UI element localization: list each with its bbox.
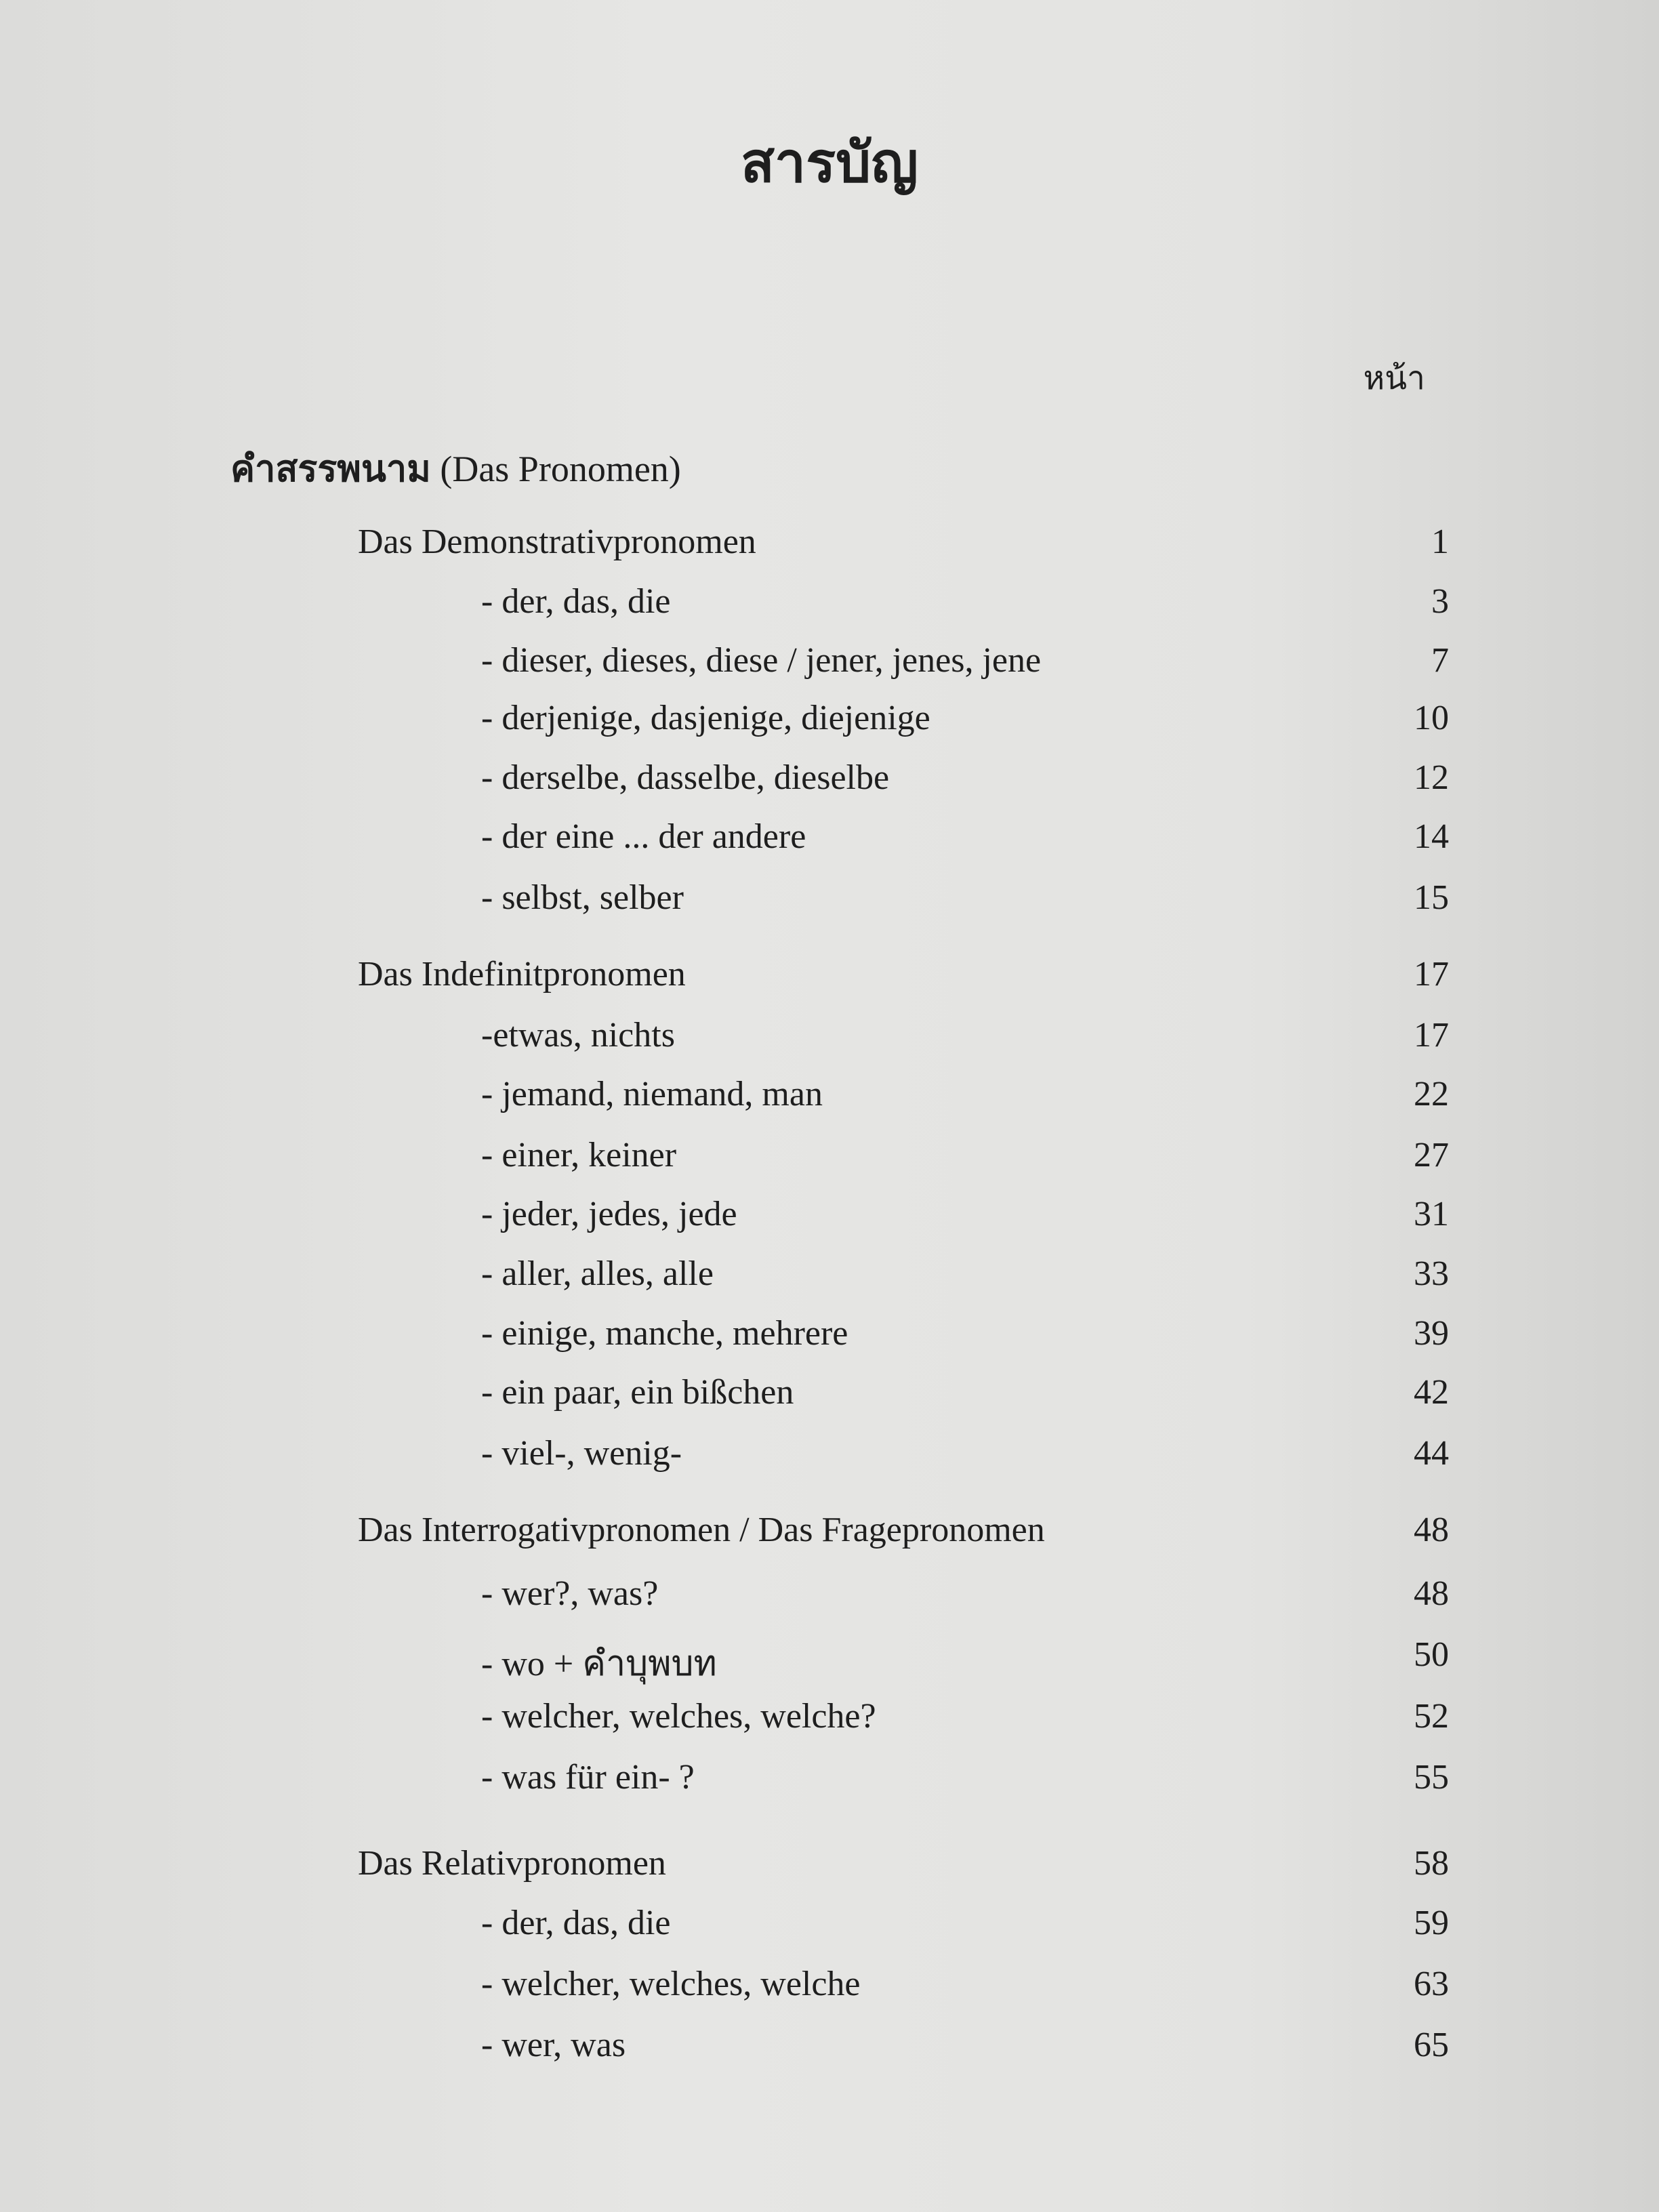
toc-entry-label: Das Interrogativpronomen / Das Fragepronomen [358, 1511, 1045, 1549]
toc-page-number: 17 [1414, 1016, 1449, 1054]
toc-entry-label: - viel-, wenig- [481, 1434, 682, 1473]
toc-item-row [0, 1696, 1659, 1744]
toc-entry-label: Das Indefinitpronomen [358, 955, 686, 994]
toc-entry-label: - derjenige, dasjenige, diejenige [481, 699, 930, 737]
toc-page-number: 58 [1414, 1844, 1449, 1883]
toc-page-number: 27 [1414, 1136, 1449, 1174]
toc-entry-label: - selbst, selber [481, 878, 684, 917]
toc-item-row [0, 1903, 1659, 1950]
toc-entry-label: - derselbe, dasselbe, dieselbe [481, 758, 890, 797]
toc-entry-label: - welcher, welches, welche [481, 1965, 861, 2003]
toc-page-number: 12 [1414, 758, 1449, 797]
page-column-header: หน้า [1363, 359, 1425, 397]
toc-item-row [0, 1254, 1659, 1301]
toc-item-row [0, 1433, 1659, 1481]
toc-page-number: 39 [1414, 1314, 1449, 1353]
toc-page-number: 65 [1414, 2026, 1449, 2064]
chapter-title-thai: คำสรรพนาม [230, 447, 431, 490]
toc-section-row [0, 1843, 1659, 1891]
toc-item-row [0, 817, 1659, 864]
toc-item-row [0, 1964, 1659, 2011]
toc-item-row [0, 1313, 1659, 1361]
toc-page-number: 59 [1414, 1904, 1449, 1942]
chapter-title [230, 439, 681, 497]
toc-item-row [0, 1372, 1659, 1420]
toc-entry-label: - ein paar, ein bißchen [481, 1373, 794, 1412]
chapter-title-german: (Das Pronomen) [440, 449, 681, 489]
toc-page-number: 33 [1414, 1254, 1449, 1293]
toc-item-row [0, 698, 1659, 745]
toc-section-row [0, 522, 1659, 569]
toc-item-row [0, 1757, 1659, 1805]
toc-page-number: 63 [1414, 1965, 1449, 2003]
toc-item-row [0, 1574, 1659, 1621]
toc-entry-label: Das Demonstrativpronomen [358, 523, 756, 561]
toc-entry-label: - aller, alles, alle [481, 1254, 714, 1293]
toc-page-number: 31 [1414, 1195, 1449, 1233]
toc-entry-label: - einer, keiner [481, 1136, 677, 1174]
toc-item-row [0, 1135, 1659, 1183]
toc-item-row [0, 878, 1659, 925]
toc-page-number: 1 [1431, 523, 1449, 561]
toc-entry-label: - wer?, was? [481, 1574, 659, 1613]
toc-entry-label: Das Relativpronomen [358, 1844, 666, 1883]
toc-item-row [0, 1015, 1659, 1063]
toc-page-number: 42 [1414, 1373, 1449, 1412]
toc-page-number: 15 [1414, 878, 1449, 917]
toc-entry-label: - der, das, die [481, 1904, 671, 1942]
toc-item-row [0, 1074, 1659, 1122]
toc-entry-label: - was für ein- ? [481, 1758, 695, 1797]
toc-page-number: 50 [1414, 1635, 1449, 1674]
toc-entry-label: - welcher, welches, welche? [481, 1697, 876, 1736]
toc-item-row [0, 1635, 1659, 1682]
toc-section-row [0, 1510, 1659, 1557]
toc-page-number: 7 [1431, 641, 1449, 680]
page-title: สารบัญ [740, 130, 919, 195]
toc-page-number: 14 [1414, 817, 1449, 856]
toc-page-number: 48 [1414, 1511, 1449, 1549]
toc-page-number: 3 [1431, 582, 1449, 621]
toc-page-number: 52 [1414, 1697, 1449, 1736]
toc-entry-label: - dieser, dieses, diese / jener, jenes, jene [481, 641, 1042, 680]
toc-entry-label: - jeder, jedes, jede [481, 1195, 737, 1233]
toc-item-row [0, 640, 1659, 688]
toc-entry-label: - der eine ... der andere [481, 817, 806, 856]
toc-entry-label: - einige, manche, mehrere [481, 1314, 848, 1353]
toc-page-number: 22 [1414, 1075, 1449, 1113]
toc-page-number: 17 [1414, 955, 1449, 994]
toc-item-row [0, 2025, 1659, 2072]
toc-item-row [0, 581, 1659, 629]
toc-section-row [0, 954, 1659, 1002]
toc-page-number: 55 [1414, 1758, 1449, 1797]
toc-entry-label: - wo + คำบุพบท [481, 1645, 717, 1683]
toc-item-row [0, 758, 1659, 805]
toc-entry-label: - der, das, die [481, 582, 671, 621]
toc-entry-label: -etwas, nichts [481, 1016, 675, 1054]
toc-item-row [0, 1194, 1659, 1242]
toc-page-number: 44 [1414, 1434, 1449, 1473]
toc-entry-label: - wer, was [481, 2026, 626, 2064]
toc-page-number: 10 [1414, 699, 1449, 737]
toc-page-number: 48 [1414, 1574, 1449, 1613]
toc-entry-label: - jemand, niemand, man [481, 1075, 823, 1113]
